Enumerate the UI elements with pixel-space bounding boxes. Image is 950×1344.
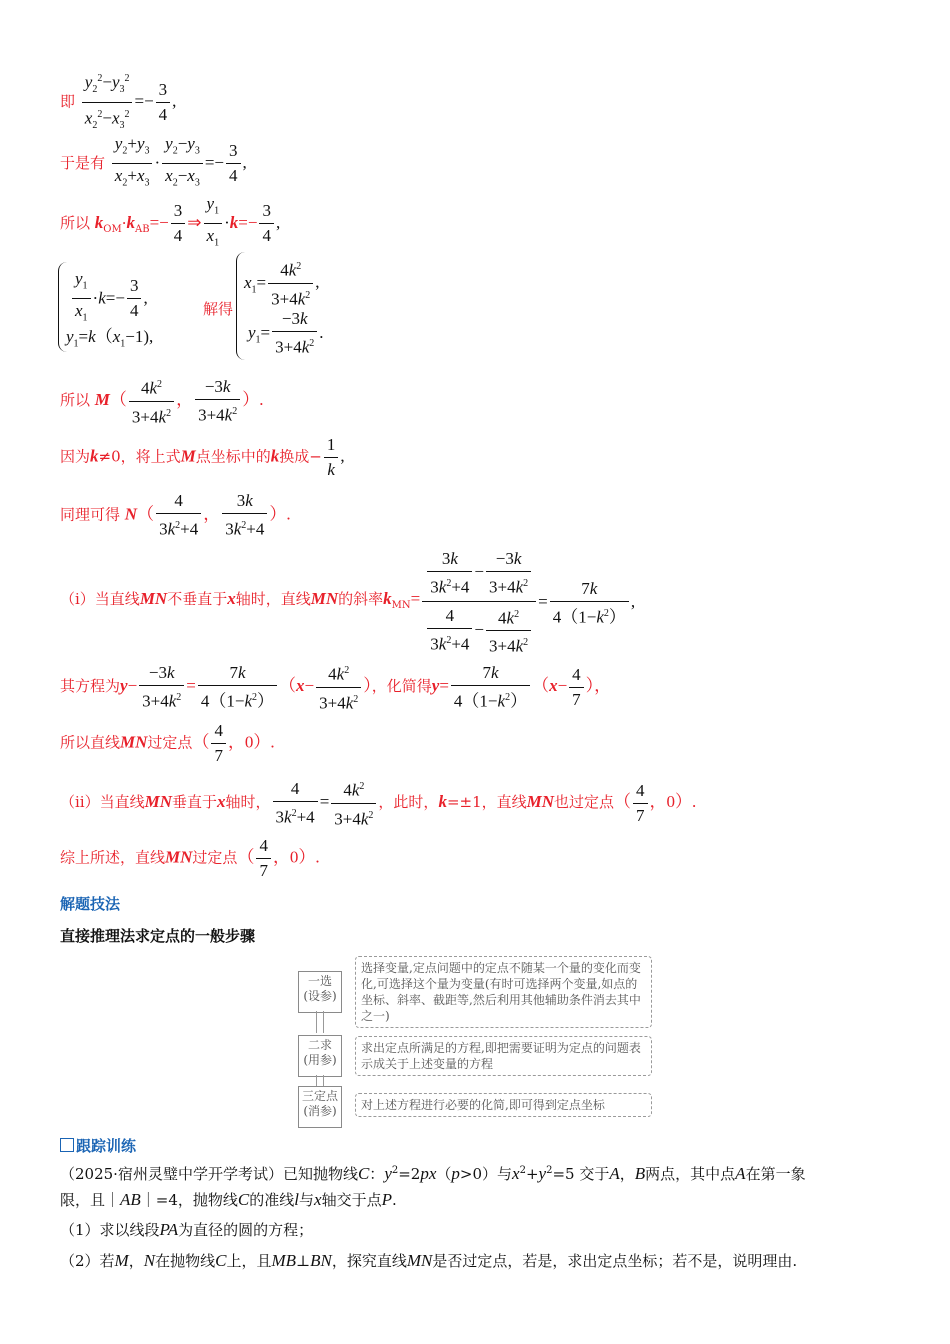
line-label: MN [144,792,173,812]
text: 同理可得 [60,505,121,524]
fraction: $\frac{4}{7}$ [633,780,648,827]
fraction: $\frac{4k^2}{3+4k^2}$ [268,256,313,310]
text: 为直径的圆的方程； [178,1221,314,1239]
fraction: $\frac{4}{3k^2+4}$ [427,605,472,656]
text: 限，且｜ [60,1191,121,1209]
line-label: MN [310,589,339,609]
symbol: MB [271,1251,296,1270]
point-label: N [124,504,138,524]
k-sub: OM [103,223,122,235]
flow-step-2 [298,1035,342,1077]
symbol: BN [310,1251,332,1270]
fraction: $\frac{4}{3k^2+4}$ [273,778,318,829]
flow-note-1: 选择变量,定点问题中的定点不随某一个量的变化而变化,可选择这个量为变量(有时可选择两个变量,如点的坐标、斜率、截距等,然后利用其他辅助条件消去其中之一) [355,956,652,1028]
axis-label: x [217,792,226,812]
symbol: B [634,1164,646,1183]
step-label: 三定点 [301,1089,338,1103]
line-case-1: （ⅰ）当直线MN不垂直于x轴时，直线MN的斜率$k_{MN}=$ $\frac{3k}{3k^2+4}$ − $\frac{-3k}{3+4k^2}$ $\frac{4}{3k^2+4}$ − $\frac{4k^2}{3+4k^2}$ = $\frac{7k}{4(1-k^2)}$ , [60,549,636,656]
symbol: C [357,1164,370,1183]
text: （2）若 [60,1252,115,1270]
line2-prefix: 于是有 [60,153,106,172]
text: 的准线 [249,1191,295,1209]
text: ，探究直线 [331,1252,407,1270]
symbol: l [294,1190,300,1209]
line-label: MN [165,847,193,867]
text: . [391,1191,397,1209]
text: ： [369,1165,385,1183]
fraction: $\frac{3}{4}$ [259,200,274,247]
fraction: $\frac{4k^2}{3+4k^2}$ [331,776,376,830]
fraction: $\frac{-3k}{3+4k^2}$ [139,662,184,713]
step-label: 二求 [307,1038,332,1052]
text: 的斜率 [338,590,384,609]
symbol: PA [159,1220,179,1239]
text: （ⅰ）当直线 [60,590,140,609]
fraction: $\frac{4}{3k^2+4}$ [156,490,201,541]
line-case-2: （ⅱ）当直线MN垂直于x轴时， $\frac{4}{3k^2+4}$ = $\frac{4k^2}{3+4k^2}$ ，此时，k=±1，直线MN也过定点（ $\frac{4}{7}$ ，0）. [60,776,696,830]
flow-step-1 [298,971,342,1013]
symbol: C [215,1251,227,1270]
fraction: $\frac{-3k}{3+4k^2}$ [195,376,240,427]
k-sub: MN [391,600,411,612]
fraction: $\frac{4}{7}$ [569,664,584,711]
solution-x1: $x_1=$ $\frac{4k^2}{3+4k^2}$ , [244,256,320,310]
text: =5 交于 [552,1165,610,1183]
flow-step-3 [298,1086,342,1128]
k-sub: AB [135,223,150,235]
symbol: P [381,1190,392,1209]
text: 在抛物线 [155,1252,216,1270]
text: 也过定点 [554,793,615,812]
line1-prefix: 即 [60,92,76,111]
line3-prefix: 所以 [60,213,91,232]
text: 垂直于 [172,793,218,812]
fraction: $\frac{3k}{3k^2+4}$ [427,548,472,599]
practice-header [60,1135,136,1156]
solve-label: 解得 [203,300,234,318]
section-title: 解题技法 [60,895,121,913]
fraction: $\frac{7k}{4(1-k^2)}$ [550,578,629,629]
line-label: MN [139,589,168,609]
symbol: A [735,1164,746,1183]
k-symbol: k [270,446,280,466]
text: （2025·宿州灵璧中学开学考试）已知抛物线 [60,1165,358,1183]
symbol: px [420,1164,437,1183]
point-label: M [180,446,196,466]
text: ｜=4，抛物线 [140,1191,238,1209]
text: （ [436,1165,452,1183]
text: 所以 [60,391,91,410]
text: 不垂直于 [167,590,228,609]
fraction: $\frac{4k^2}{3+4k^2}$ [316,660,361,714]
step-sub: (消参) [303,1104,337,1118]
text: + [525,1165,539,1183]
system-eq-1: $\frac{y_1}{x_1}$ ·k=− $\frac{3}{4}$ , [70,268,148,330]
fraction: $\frac{4}{7}$ [256,835,271,882]
line-3: 所以 $k_{OM}\cdot k_{AB}=-$ $\frac{3}{4}$ ⇒ $\frac{y_1}{x_1}$ ·k=− $\frac{3}{4}$ , [60,193,280,255]
text: ⊥ [296,1252,311,1270]
line-n-point: 同理可得 N（ $\frac{4}{3k^2+4}$ ， $\frac{3k}{3k^2+4}$ ）. [60,491,291,539]
line-summary: 综上所述，直线MN过定点（ $\frac{4}{7}$ ，0）. [60,836,320,880]
text: 与 [299,1191,315,1209]
text: 其方程为 [60,677,121,696]
fraction: $\frac{4k^2}{3+4k^2}$ [486,604,531,658]
flow-note-2: 求出定点所满足的方程,即把需要证明为定点的问题表示成关于上述变量的方程 [355,1036,652,1076]
fraction: $\frac{y_1}{x_1}$ [204,193,223,255]
fraction: $\frac{3}{4}$ [226,140,241,187]
line-2: 于是有 $\frac{y_2+y_3}{x_2+x_3}$ · $\frac{y_2-y_3}{x_2-x_3}$ =− $\frac{3}{4}$ , [60,133,247,195]
problem-line-2 [60,1190,397,1210]
text: （1）求以线段 [60,1221,160,1239]
k-symbol: k [438,792,447,812]
fraction: $\frac{-3k}{3+4k^2}$ [272,308,317,359]
fraction: $\frac{4}{7}$ [211,720,226,767]
line-equation: 其方程为y− $\frac{-3k}{3+4k^2}$ = $\frac{7k}{4(1-k^2)}$ （x− $\frac{4k^2}{3+4k^2}$ ），化简得y= $\frac{7k}{4(1-k^2)}$ （x− $\frac{4}{7}$ ）， [60,660,611,714]
practice-title: 跟踪训练 [76,1137,137,1155]
compound-fraction: $\frac{3k}{3k^2+4}$ − $\frac{-3k}{3+4k^2}$ $\frac{4}{3k^2+4}$ − $\frac{4k^2}{3+4k^2}$ [422,548,536,658]
text: （ⅱ）当直线 [60,793,145,812]
line-label: MN [526,792,555,812]
fraction: $\frac{3k}{3k^2+4}$ [222,490,267,541]
section-subtitle: 直接推理法求定点的一般步骤 [60,927,256,945]
symbol: N [143,1251,156,1270]
down-arrow-icon [316,1011,324,1033]
fraction: $\frac{7k}{4(1-k^2)}$ [198,662,277,713]
text: >0）与 [459,1165,513,1183]
text: 过定点 [147,733,193,752]
step-sub: (设参) [303,989,337,1003]
symbol: y [384,1164,392,1183]
text: 因为 [60,447,91,466]
symbol: y [538,1164,547,1183]
text: ， [128,1252,144,1270]
solution-y1: $y_1=$ $\frac{-3k}{3+4k^2}$ . [248,309,324,357]
fraction: $\frac{3}{4}$ [127,275,142,322]
text: ≠0，将上式 [98,447,181,466]
text: 轴交于点 [321,1191,382,1209]
fraction: $\frac{1}{k}$ [324,434,339,481]
text: 过定点 [192,848,238,867]
symbol: AB [120,1190,141,1209]
step-sub: (用参) [303,1053,337,1067]
checkbox-icon [60,1138,74,1152]
question-2 [60,1251,797,1271]
fraction: $\frac{y_2+y_3}{x_2+x_3}$ [112,133,153,195]
symbol: MN [406,1251,433,1270]
text: 在第一象 [745,1165,806,1183]
symbol: M [114,1251,129,1270]
flow-note-3: 对上述方程进行必要的化简,即可得到定点坐标 [355,1093,652,1117]
point-label: M [94,390,110,410]
line-label: MN [120,732,148,752]
text: 所以直线 [60,733,121,752]
text: 综上所述，直线 [60,848,166,867]
text: 上，且 [226,1252,272,1270]
text: 是否过定点，若是，求出定点坐标；若不是，说明理由. [432,1252,798,1270]
fraction: $\frac{4k^2}{3+4k^2}$ [129,374,174,428]
k-symbol: k [383,589,392,609]
system-eq-2: $y_1=k(x_1-1)$, [66,327,154,350]
k-symbol: k [126,212,136,232]
symbol: p [451,1164,460,1183]
text: 轴时，直线 [235,590,311,609]
text: =±1，直线 [446,793,527,812]
question-1 [60,1220,313,1240]
symbol: C [237,1190,250,1209]
line-fixed-1: 所以直线MN过定点（ $\frac{4}{7}$ ，0）. [60,721,275,765]
text: =2 [398,1165,421,1183]
fraction: $\frac{y_2^2-y_3^2}{x_2^2-x_3^2}$ [82,68,133,137]
text: 轴时， [225,793,271,812]
line-m-point: 所以 M（ $\frac{4k^2}{3+4k^2}$ ， $\frac{-3k}{3+4k^2}$ ）. [60,374,263,428]
fraction: $\frac{3}{4}$ [156,79,171,126]
fraction: $\frac{7k}{4(1-k^2)}$ [451,662,530,713]
text: 两点，其中点 [645,1165,736,1183]
text: 换成− [279,447,322,466]
problem-line-1: （2025·宿州灵璧中学开学考试）已知抛物线C：$y^2=2px(p>0)$与$x^2+y^2=5$ 交于A，B两点，其中点A在第一象 [60,1164,806,1183]
k-symbol: k [94,212,104,232]
step-label: 一选 [307,974,332,988]
fraction: $\frac{3}{4}$ [171,200,186,247]
fraction: $\frac{y_1}{x_1}$ [72,268,91,330]
k-symbol: k [90,446,99,466]
line-1: 即 $\frac{y_2^2-y_3^2}{x_2^2-x_3^2}$ =− $\frac{3}{4}$ , [60,68,176,137]
symbol: x [314,1190,322,1209]
text: ，此时， [378,793,439,812]
text: 点坐标中的 [195,447,271,466]
axis-label: x [227,589,236,609]
fraction: $\frac{y_2-y_3}{x_2-x_3}$ [162,133,203,195]
text: ， [619,1165,635,1183]
line-replace-k: 因为k≠0，将上式M点坐标中的k换成− $\frac{1}{k}$ , [60,435,345,479]
symbol: x [512,1164,520,1183]
text: ，化简得 [371,677,432,696]
fraction: $\frac{-3k}{3+4k^2}$ [486,548,531,599]
symbol: A [609,1164,620,1183]
